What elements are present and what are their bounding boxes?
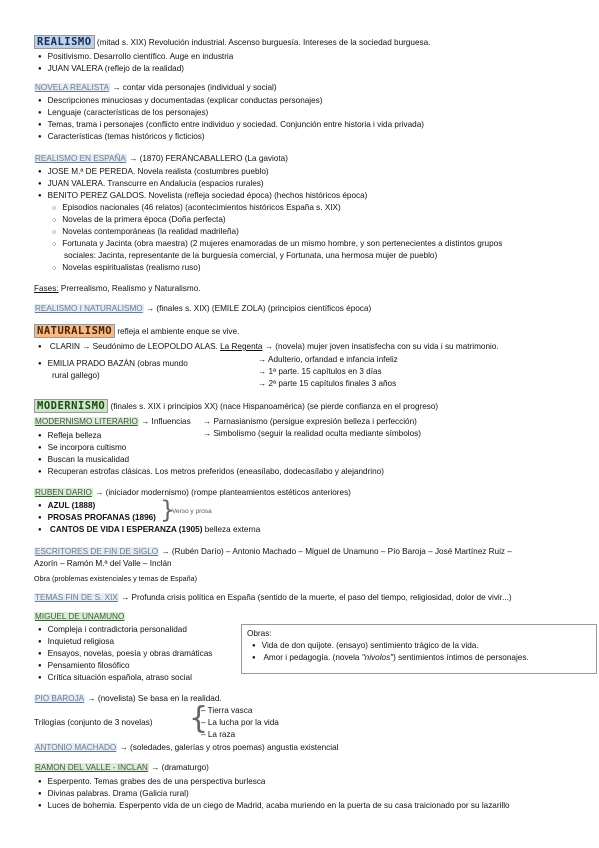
trilogia-item: – La raza xyxy=(201,730,236,739)
list-item: ● Ensayos, novelas, poesía y obras dramáticas xyxy=(38,648,212,661)
realismo-espana-header xyxy=(34,153,288,164)
regenta-sub: → Adulterio, orfandad e infancia infeliz xyxy=(258,355,398,364)
list-item: ● Refleja belleza xyxy=(38,430,101,443)
regenta-sub: → 1ª parte. 15 capítulos en 3 días xyxy=(258,367,382,376)
unamuno-title: MIGUEL DE UNAMUNO xyxy=(35,612,125,621)
fases-line xyxy=(34,283,201,294)
brace-icon: { xyxy=(189,701,209,736)
realismo-naturalismo-desc: → (finales s. XIX) (EMILE ZOLA) (principios científicos época) xyxy=(145,304,372,313)
list-item: ● Características (temas históricos y ficticios) xyxy=(38,131,205,144)
clarin-item xyxy=(38,341,499,354)
trilogia-item: – La lucha por la vida xyxy=(201,718,279,727)
escritores-title: ESCRITORES DE FIN DE SIGLO xyxy=(35,547,159,556)
realismo-desc: (mitad s. XIX) Revolución industrial. Ascenso burguesía. Intereses de la sociedad burguesa. xyxy=(96,38,431,47)
realismo-naturalismo-header xyxy=(34,303,371,314)
machado-header xyxy=(34,742,338,753)
trilogia-item: – Tierra vasca xyxy=(201,706,253,715)
emilia-item-continuation: rural gallego) xyxy=(52,371,100,380)
emilia-item: ● EMILIA PRADO BAZÁN (obras mundo xyxy=(38,358,188,371)
list-item: ● PROSAS PROFANAS (1896) xyxy=(38,512,156,525)
ruben-title: RUBEN DARIO xyxy=(35,488,92,497)
list-item: ● JUAN VALERA (reflejo de la realidad) xyxy=(38,63,184,76)
influencias-label: → Influencias xyxy=(141,417,191,426)
machado-title: ANTONIO MACHADO xyxy=(35,743,117,752)
machado-desc: → (soledades, galerías y otros poemas) angustia existencial xyxy=(119,743,339,752)
list-item: ● Lenguaje (características de los personajes) xyxy=(38,107,208,120)
sub-list-item: ○ Fortunata y Jacinta (obra maestra) (2 mujeres enamoradas de un mismo hombre, y son pertenecientes a distintos grupos xyxy=(52,238,502,250)
baroja-desc: → (novelista) Se basa en la realidad. xyxy=(87,694,222,703)
sub-list-item: ○ Novelas contemporáneas (la realidad madrileña) xyxy=(52,226,239,238)
list-item: ● BENITO PEREZ GALDOS. Novelista (refleja sociedad época) (hechos históricos época) xyxy=(38,190,367,203)
list-item: ● Buscan la musicalidad xyxy=(38,454,129,467)
influencia-item: → Parnasianismo (persigue expresión belleza i perfección) xyxy=(203,417,417,426)
brace-icon: } xyxy=(160,496,176,524)
verso-prosa-note: Verso y prosa xyxy=(172,508,212,515)
list-item: ● Divinas palabras. Drama (Galicia rural) xyxy=(38,788,189,801)
novela-realista-arrow: → xyxy=(112,83,121,92)
list-item: ● JOSE M.ª DE PEREDA. Novela realista (costumbres pueblo) xyxy=(38,166,269,179)
list-item: ● Crítica situación española, atraso social xyxy=(38,672,192,685)
obras-item-part: ) sentimientos íntimos de personajes. xyxy=(393,653,529,662)
trilogias-label: Trilogías (conjunto de 3 novelas) xyxy=(34,718,153,727)
sub-list-item: ○ Episodios nacionales (46 relatos) (acontecimientos históricos España s. XIX) xyxy=(52,202,341,214)
ruben-header xyxy=(34,487,351,498)
clarin-novela: → (novela) mujer joven insatisfecha con su vida i su matrimonio. xyxy=(264,342,499,351)
list-item: ● Descripciones minuciosas y documentadas (explicar conductas personajes) xyxy=(38,95,323,108)
sub-list-item-continuation: sociales: Jacinta, representante de la burguesía comercial, y Fortunata, una hermosa mujer de pueblo) xyxy=(64,251,438,260)
fases-text: Prerrealismo, Realismo y Naturalismo. xyxy=(60,284,201,293)
list-item: ● Luces de bohemia. Esperpento vida de un ciego de Madrid, acaba muriendo en la puerta de su casa traicionado por su lazarillo xyxy=(38,800,510,813)
novela-realista-header xyxy=(34,82,277,93)
list-item: ● JUAN VALERA. Transcurre en Andalucía (espacios rurales) xyxy=(38,178,264,191)
fases-label: Fases: xyxy=(34,284,59,293)
cantos-rest: belleza externa xyxy=(204,525,261,534)
modernismo-header xyxy=(34,401,438,412)
temas-header xyxy=(34,592,512,603)
clarin-text: CLARIN → Seudónimo de LEOPOLDO ALAS. xyxy=(49,342,218,351)
novela-realista-title: NOVELA REALISTA xyxy=(35,83,110,92)
escritores-header xyxy=(34,546,512,557)
valle-title: RAMON DEL VALLE - INCLAN xyxy=(35,763,148,772)
valle-desc: → (dramaturgo) xyxy=(151,763,209,772)
cantos-title: CANTOS DE VIDA I ESPERANZA (1905) xyxy=(49,525,203,534)
escritores-line2: Azorín – Ramón M.ª del Valle – Inclán xyxy=(34,559,172,568)
escritores-obra: Obra (problemas existenciales y temas de España) xyxy=(34,574,197,583)
list-item: ● Recuperan estrofas clásicas. Los metros preferidos (eneasílabo, dodecasílabo y alejandrino) xyxy=(38,466,384,479)
list-item: ● Esperpento. Temas grabes des de una perspectiva burlesca xyxy=(38,776,265,789)
naturalismo-header xyxy=(34,326,239,337)
regenta-sub: → 2ª parte 15 capítulos finales 3 años xyxy=(258,379,397,388)
modernismo-title: MODERNISMO xyxy=(34,399,108,413)
modernismo-desc: (finales s. XIX i principios XX) (nace Hispanoamérica) (se pierde confianza en el progreso) xyxy=(110,402,439,411)
list-item: ● AZUL (1888) xyxy=(38,500,95,513)
cantos-item xyxy=(38,524,260,537)
list-item: ● Temas, trama i personajes (conflicto entre individuo y sociedad. Conjunción entre historia i vida privada) xyxy=(38,119,424,132)
la-regenta: La Regenta xyxy=(220,342,263,351)
obras-item: ● Vida de don quijote. (ensayo) sentimiento trágico de la vida. xyxy=(252,640,479,653)
temas-desc: → Profunda crisis política en España (sentido de la muerte, el paso del tiempo, religiosidad, dolor de vivir...) xyxy=(121,593,512,602)
escritores-line1: → (Rubén Darío) – Antonio Machado – Miguel de Unamuno – Pío Baroja – José Martínez Ruiz – xyxy=(161,547,512,556)
naturalismo-title: NATURALISMO xyxy=(34,324,115,338)
list-item: ● Pensamiento filosófico xyxy=(38,660,130,673)
obras-item-part: Amor i pedagogía. (novela xyxy=(263,653,362,662)
realismo-header xyxy=(34,37,430,48)
realismo-title: REALISMO xyxy=(34,35,95,49)
realismo-espana-title: REALISMO EN ESPAÑA xyxy=(35,154,126,163)
sub-list-item: ○ Novelas de la primera época (Doña perfecta) xyxy=(52,214,226,226)
realismo-naturalismo-title: REALISMO I NATURALISMO xyxy=(35,304,143,313)
nivolos-term: "nivolos" xyxy=(361,653,394,662)
baroja-title: PIO BAROJA xyxy=(35,694,85,703)
temas-title: TEMAS FIN DE S. XIX xyxy=(35,593,118,602)
valle-header xyxy=(34,762,209,773)
influencia-item: → Simbolismo (seguir la realidad oculta mediante símbolos) xyxy=(203,429,421,438)
obras-label: Obras: xyxy=(247,629,272,638)
modernismo-literario-header xyxy=(34,416,191,427)
list-item: ● Se incorpora cultismo xyxy=(38,442,126,455)
novela-realista-desc: contar vida personajes (individual y social) xyxy=(122,83,277,92)
list-item: ● Compleja i contradictoria personalidad xyxy=(38,624,187,637)
realismo-espana-desc: → (1870) FERÁNCABALLERO (La gaviota) xyxy=(129,154,288,163)
list-item: ● Positivismo. Desarrollo científico. Auge en industria xyxy=(38,51,233,64)
list-item: ● Inquietud religiosa xyxy=(38,636,114,649)
naturalismo-desc: refleja el ambiente enque se vive. xyxy=(117,327,240,336)
modernismo-literario-title: MODERNISMO LITERARIO xyxy=(35,417,138,426)
ruben-desc: → (iniciador modernismo) (rompe planteamientos estéticos anteriores) xyxy=(95,488,351,497)
unamuno-header xyxy=(34,611,125,622)
obras-item xyxy=(252,652,529,665)
sub-list-item: ○ Novelas espiritualistas (realismo ruso) xyxy=(52,262,201,274)
